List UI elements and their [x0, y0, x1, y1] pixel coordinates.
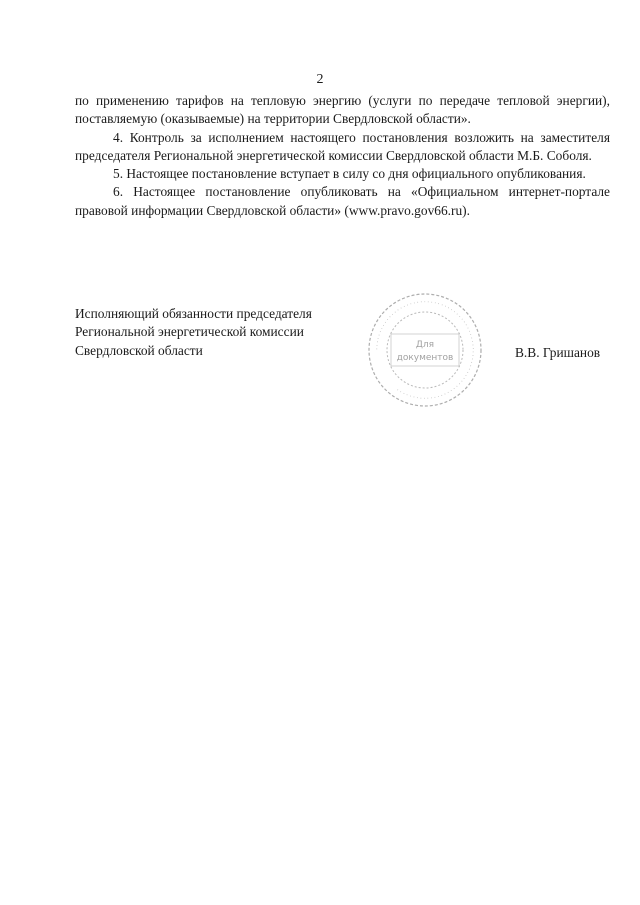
- official-stamp: [365, 290, 485, 410]
- paragraph-continuation: по применению тарифов на тепловую энергию (услуги по передаче тепловой энергии), поставляемую (оказываемые) на территории Свердловской области».: [75, 93, 610, 127]
- signatory-position-line-3: Свердловской области: [75, 342, 203, 358]
- stamp-line-1: Для: [415, 340, 435, 350]
- document-body: [75, 92, 610, 220]
- paragraph-4: 4. Контроль за исполнением настоящего постановления возложить на заместителя председателя Региональной энергетической комиссии Свердловской области М.Б. Соболя.: [75, 129, 610, 163]
- paragraph-5: 5. Настоящее постановление вступает в силу со дня официального опубликования.: [113, 166, 586, 182]
- stamp-line-2: документов: [396, 353, 454, 363]
- signer-name: В.В. Гришанов: [515, 345, 601, 360]
- page-number: 2: [316, 72, 324, 87]
- svg-text:······························: ·········································································: [372, 297, 478, 403]
- paragraph-6: 6. Настоящее постановление опубликовать на «Официальном интернет-портале правовой информации Свердловской области» (www.pravo.gov66.ru).: [75, 184, 610, 218]
- signatory-position: [75, 305, 312, 360]
- signatory-position-line-1: Исполняющий обязанности председателя: [75, 306, 312, 321]
- signatory-position-line-2: Региональной энергетической комиссии: [75, 324, 304, 340]
